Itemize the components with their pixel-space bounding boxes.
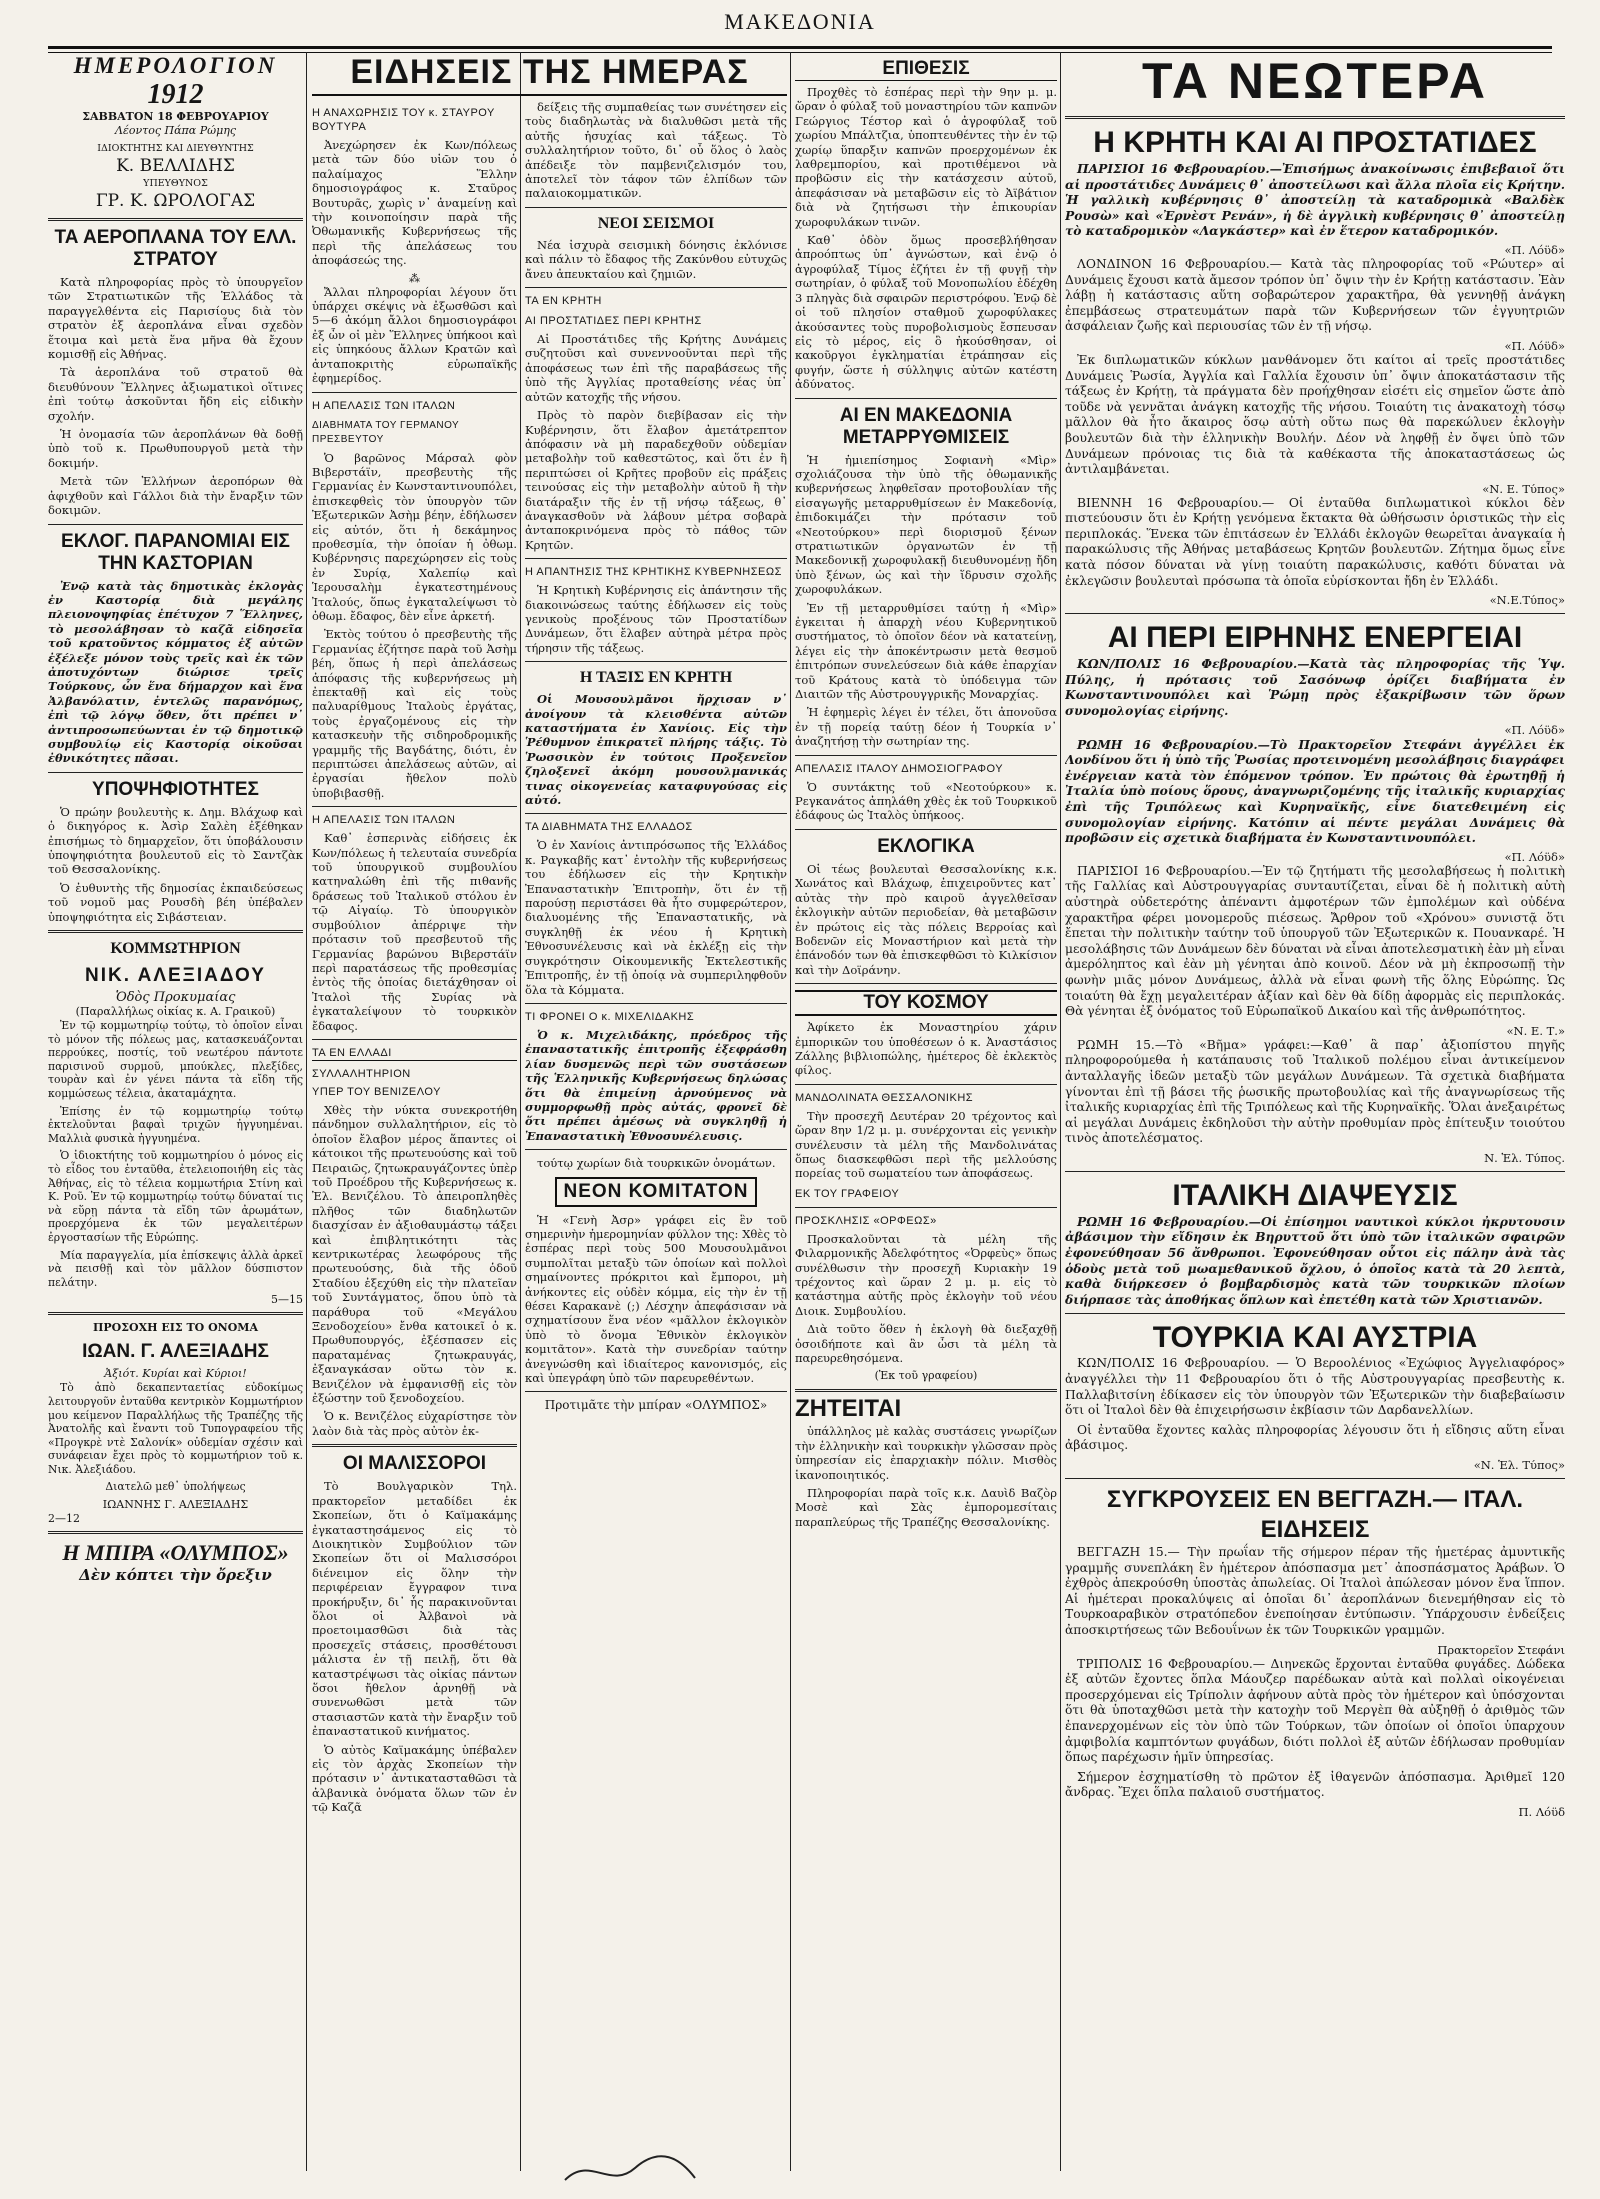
- divider: [795, 1084, 1057, 1085]
- ad-title-hairdresser: ΚΟΜΜΩΤΗΡΙΟΝ: [110, 940, 241, 958]
- paragraph: Διατελῶ μεθ᾽ ὑπολήψεως: [105, 1480, 246, 1494]
- paragraph: Πρὸς τὸ παρὸν διεβίβασαν εἰς τὴν Κυβέρνησιν, ὅτι ἔλαβον ἀμετάτρεπτον ἀπόφασιν νὰ μὴ παραδεχθοῦν οὐδεμίαν μεταβολὴν τοῦ καθεστῶτος, καὶ ὅτι ἐν ἣ περιπτώσει οἱ Κρῆτες προβοῦν εἰς πράξεις τεινούσας εἰς τὴν μεταβολὴν αὐτοῦ ἢ τὴν διατάραξιν τῆς ἐν τῇ νήσῳ τάξεως, θ᾽ ἀναγκασθοῦν νὰ λάβουν μέτρα σοβαρὰ ἀνταποκρινόμενα πρὸς τὸ πάθος τῶν Κρητῶν.: [525, 408, 787, 552]
- article-body: [525, 1028, 787, 1143]
- paragraph: Ἐκτὸς τούτου ὁ πρεσβευτὴς τῆς Γερμανίας ἐζήτησε παρὰ τοῦ Ἀσὴμ βέη, ὅπως ἡ περὶ ἀπελάσεως ἀπόφασις τῆς κυβερνήσεως μὴ ἐπεκταθῇ καὶ εἰς τοὺς παλυαρίθμους Ἰταλοὺς ἐργάτας, τοὺς ἐργαζομένους εἰς τὴν κατασκευὴν τῆς σιδηροδρομικῆς γραμμῆς τῆς Βαγδάτης, διότι, ἐν περιπτώσει ἀπελάσεως αὐτῶν, αἱ ἐργασίαι ἤθελον πολὺ ὑποβιβασθῇ.: [312, 627, 517, 800]
- paragraph: Ἐπίσης ἐν τῷ κομμωτηρίῳ τούτῳ ἐκτελοῦνται βαφαὶ τριχῶν ἠγγυημέναι. Μαλλιὰ φυσικὰ ἠγγυημένα.: [48, 1104, 303, 1145]
- subhead: ΠΡΟΣΚΛΗΣΙΣ «ΟΡΦΕΩΣ»: [795, 1214, 937, 1227]
- masthead: ΜΑΚΕΔΟΝΙΑ: [724, 9, 876, 34]
- ad-greeting: Ἀξιότ. Κυρίαι καὶ Κύριοι!: [104, 1367, 247, 1381]
- source-credit: Ν. Ἑλ. Τύπος.: [1484, 1150, 1565, 1165]
- paragraph: ΡΩΜΗ 15.—Τὸ «Βῆμα» γράφει:—Καθ᾽ ἃ παρ᾽ ἀξιοπίστου πηγῆς πληροφορούμεθα ἡ κατάπαυσις τοῦ Ἰταλικοῦ πολέμου εἶναι ἀντικείμενον ἀνταλλαγῆς ἰδεῶν μεταξὺ τῶν μεγάλων Δυνάμεων. Τὰ σχετικὰ διαβήματα γίνονται ἐπὶ τῇ βάσει τῆς ῥωσικῆς πρωτοβουλίας καὶ τῆς ἀναγνωρίσεως τῆς ἰταλικῆς κυριαρχίας ἐπὶ τῆς Τριπόλεως καὶ τῆς Κυρηναϊκῆς. Ὅλαι ἀνεξαιρέτως αἱ μεγάλαι Δυνάμεις ἐκδηλοῦσι τὴν αὐτὴν προθυμίαν πρὸς ἐπίτευξιν τοιούτου τινὸς ἀποτελέσματος.: [1065, 1037, 1565, 1146]
- paragraph: Τὰ ἀεροπλάνα τοῦ στρατοῦ θὰ διευθύνουν Ἕλληνες ἀξιωματικοὶ οἵτινες ἐπὶ τούτῳ ἀσκοῦνται ἤδη εἰς εἰδικὴν σχολήν.: [48, 365, 303, 423]
- calendar-date: ΣΑΒΒΑΤΟΝ 18 ΦΕΒΡΟΥΑΡΙΟΥ: [82, 110, 269, 123]
- paragraph: Ἀφίκετο ἐκ Μοναστηρίου χάριν ἐμπορικῶν του ὑποθέσεων ὁ κ. Ἀναστάσιος Ζάλλης βιβλιοπώλης, ἡμέτερος δὲ ἐκλεκτὸς φίλος.: [795, 1020, 1057, 1078]
- subhead: ΑΙ ΠΡΟΣΤΑΤΙΔΕΣ ΠΕΡΙ ΚΡΗΤΗΣ: [525, 315, 702, 328]
- headline-peace-efforts: ΑΙ ΠΕΡΙ ΕΙΡΗΝΗΣ ΕΝΕΡΓΕΙΑΙ: [1107, 621, 1523, 655]
- paragraph: Ἐνῷ κατὰ τὰς δημοτικὰς ἐκλογὰς ἐν Καστορίᾳ διὰ μεγάλης πλειονοψηφίας ἐπέτυχον 7 Ἕλληνες, τὸ μεσολάβησαν τὸ καζᾶ εἰδησεῖα τοῦ κρατοῦντος κόμματος ἐξ αὐτῶν ἐξέλεξε μόνον τοὺς τρεῖς καὶ ἐκ τῶν ἀποτυχόντων διώρισε τρεῖς Τούρκους, ὧν ἕνα δήμαρχον καὶ ἕνα Ἀλβανόλατιν, ἐντελῶς παρανόμως, ἐπὶ τῷ λόγῳ ὅθεν, ὅτι πρέπει ν᾽ ἀντιπροσωπεύωνται ἐν τῷ δημοτικῷ συμβουλίῳ εἰς Καστορίᾳ οἰκοῦσαι ἐθνικότητες πᾶσαι.: [48, 578, 303, 766]
- divider: [1065, 1313, 1565, 1314]
- paragraph: Σήμερον ἐσχηματίσθη τὸ πρῶτον ἐξ ἰθαγενῶν ἀπόσπασμα. Ἀριθμεῖ 120 ἄνδρας. Ἔχει ὅπλα παλαιοῦ συστήματος.: [1065, 1769, 1565, 1800]
- source-credit: «Π. Λόϋδ»: [1504, 849, 1565, 864]
- beer-ad-title: Η ΜΠΙΡΑ «ΟΛΥΜΠΟΣ»: [62, 1540, 289, 1566]
- paragraph: Ἐν τῇ μεταρρυθμίσει ταύτῃ ἡ «Μὶρ» ἐγκειται ἡ ἀπαρχὴ νέου Κυβερνητικοῦ συστήματος, τὸ ὁποῖον δέον νὰ κατατείνῃ, λέγει εἰς τὴν ἀποκέντρωσιν μετὰ θεσμοῦ ἐπιτρόπων συνελεύσεων διὰ κάθε ἐπαρχίαν τοῦ Κράτους κατὰ τὸ ὑπόδειγμα τῶν Διαιτῶν τῆς Αὐστρουγγρικῆς Μοναρχίας.: [795, 600, 1057, 702]
- divider: [1065, 613, 1565, 614]
- paragraph: Ἡ ἡμιεπίσημος Σοφιανὴ «Μὶρ» σχολιάζουσα τὴν ὑπὸ τῆς ὀθωμανικῆς κυβερνήσεως ληφθεῖσαν προτοβουλίαν τῆς εἰσαγωγῆς μεταρρυθμίσεων ἐν Μακεδονίᾳ, ἐπιδοκιμάζει τὴν πρότασιν τοῦ «Νεοτούρκου» περὶ διορισμοῦ ξένων στρατιωτικῶν ὀργανωτῶν ἐν τῇ Μακεδονικῇ χωροφυλακῇ διευθυνομένῃ ἤδη ὑπὸ ξένων, ὡς καὶ τὴν ἵδρυσιν σχολῆς χωροφυλάκων.: [795, 452, 1057, 597]
- subhead: ΕΚ ΤΟΥ ΓΡΑΦΕΙΟΥ: [795, 1187, 900, 1200]
- paragraph: ΤΡΙΠΟΛΙΣ 16 Φεβρουαρίου.— Διηνεκῶς ἔρχονται ἐνταῦθα φυγάδες. Δώδεκα ἐξ αὐτῶν ἔχοντες ὅπλα Μάουζερ παρέδωκαν αὐτὰ καὶ πολλαὶ οἰκογένειαι προσερχόμεναι εἰς Τρίπολιν ἀφήνουν αὐτὰ πρὸς τὸν ἡμέτερον καὶ ὑπόσχονται ὅτι θὰ ὑποταχθῶσι μετὰ τὴν κατοχὴν τοῦ Μεργὲπ θὰ αὐξηθῇ ὁ ἀριθμὸς τῶν ἐπανερχομένων εἰς τὸν ὑπὸ τῶν Τούρκων, τῶν ὁποίων οἱ ὁποῖοι ὑπαρχουν ἀμφιβολία καμπτόντων φυγάδων, διότι πολλοὶ ἐξ αὐτῶν ἐδήλωσαν προθυμίαν ὅπως παρέχωσιν ἡμῖν ὑπηρεσίας.: [1065, 1656, 1565, 1765]
- divider: [48, 1312, 303, 1315]
- headline-new-committee: ΝΕΟΝ ΚΟΜΙΤΑΤΟΝ: [555, 1177, 756, 1207]
- paragraph: Μία παραγγελία, μία ἐπίσκεψις ἀλλὰ ἀρκεῖ νὰ πεισθῇ καὶ τὸν μᾶλλον δύσπιστον πελάτην.: [48, 1248, 303, 1289]
- paragraph: Ὁ αὐτὸς Καϊμακάμης ὑπέβαλεν εἰς τὸν ἀρχὰς Σκοπείων τὴν πρότασιν ν᾽ ἀντικατασταθῶσι τὰ ἀλβανικὰ ὀνόματα ὅλων τῶν ἐν τῷ Καζᾶ: [312, 1742, 517, 1815]
- calendar-year: 1912: [147, 79, 204, 110]
- subhead: ΤΙ ΦΡΟΝΕΙ Ο κ. ΜΙΧΕΛΙΔΑΚΗΣ: [525, 1010, 695, 1023]
- divider: [312, 1444, 517, 1447]
- owner-label: ΙΔΙΟΚΤΗΤΗΣ ΚΑΙ ΔΙΕΥΘΥΝΤΗΣ: [97, 143, 254, 154]
- divider: [1065, 1171, 1565, 1172]
- subhead: Η ΑΠΕΛΑΣΙΣ ΤΩΝ ΙΤΑΛΩΝ: [312, 399, 456, 412]
- source-credit: «Ν. Ἑλ. Τύπος»: [1473, 1458, 1565, 1472]
- paragraph: Προσκαλοῦνται τὰ μέλη τῆς Φιλαρμονικῆς Ἀδελφότητος «Ὀρφεὺς» ὅπως συνέλθωσιν τὴν προσεχῆ Κυριακὴν 19 τρέχοντος καὶ ὥραν 2 μ. μ. εἰς τὸ κατάστημα αὐτῆς πρὸς ἐκλογὴν τοῦ νέου Διοικ. Συμβουλίου.: [795, 1231, 1057, 1318]
- divider: [48, 218, 303, 221]
- editor-label: ΥΠΕΥΘΥΝΟΣ: [143, 178, 208, 189]
- paragraph: Ἡ Κρητικὴ Κυβέρνησις εἰς ἀπάντησιν τῆς διακοινώσεως ταύτης ἐδήλωσεν εἰς τοὺς γενικοὺς προξένους τῶν Προστατίδων Δυνάμεων, ὅτι ἔλαβεν αὐτηρὰ μέτρα πρὸς τήρησιν τῆς τάξεως.: [525, 583, 787, 655]
- ad-name-hairdresser: ΝΙΚ. ΑΛΕΞΙΑΔΟΥ: [85, 965, 266, 987]
- paragraph: ΡΩΜΗ 16 Φεβρουαρίου.—Οἱ ἐπίσημοι ναυτικοὶ κύκλοι ἠκρυτουσιν ἀβάσιμον τὴν εἴδησιν ἐκ Βηρυττοῦ ὅτι ὑπὸ τῶν ἰταλικῶν σφαιρῶν ἐφονεύθησαν 56 ἄνθρωποι. Ἐφονεύθησαν οὗτοι εἰς πάλην ἀνὰ τὰς ὁδοὺς μετὰ τοῦ μωαμεθανικοῦ ὄχλου, ὁ ὁποῖος κατὰ τὰ 20 λεπτὰ, καθὰ διήρκεσεν ὁ βομβαρδισμὸς κατὰ τῶν τουρκικῶν πλοίων διήρπασε τὰς ἀποθήκας ὅπλων καὶ ἐπετέθη κατὰ τῶν Χριστιανῶν.: [1065, 1213, 1565, 1307]
- paragraph: Ἡ «Γενὴ Ἀσρ» γράφει εἰς ἓν τοῦ σημερινὴν ἡμερομηνίαν φύλλον της: Χθὲς τὸ ἑσπέρας περὶ τοὺς 500 Μουσουλμᾶνοι συμπολῖται μεταξὺ τῶν ὁποίων καὶ πολλοὶ σημαίνοντες πρόκριτοι καὶ ἔμποροι, μὴ ἀνήκοντες εἰς οὐδὲν κόμμα, εἰς τὴν ἐν τῇ θέσει Καρακανὲ (;) Λέσχην ἀπεφάσισαν νὰ σχηματίσουν ἕνα νέον «μᾶλλον ἐκλογικὸν ὑπὸ τὸ ὄνομα Ἐθνικὸν ἐκλογικὸν κομιτᾶτον». Κατὰ τὴν συνεδρίαν ταύτην ἀνεγνώσθη καὶ ἰδιαίτερος κανονισμός, εἰς καὶ ὑπεγράφη ὑπὸ τῶν παρευρεθέντων.: [525, 1212, 787, 1386]
- article-body: [1065, 656, 1565, 718]
- paragraph: ΛΟΝΔΙΝΟΝ 16 Φεβρουαρίου.— Κατὰ τὰς πληροφορίας τοῦ «Ρώυτερ» αἱ Δυνάμεις ἔχουσι κατὰ ἄμεσον τρόπον ὑπ᾽ ὄψιν τὴν ἐν Κρήτῃ κατάστασιν. Ἐὰν λάβῃ ἡ κατάστασις αὕτη σοβαρώτερον χαρακτῆρα, θὰ γεννηθῇ ἀνάγκη ἐπεμβάσεως στρατευμάτων παρὰ τῶν Κυβερνήσεων τῶν ἐγγυητριῶν ἀσφάλειαν ζωῆς καὶ περιουσίας τῶν ἐν τῇ νήσῳ.: [1065, 256, 1565, 334]
- source-credit: «Ν.Ε.Τύπος»: [1489, 593, 1565, 608]
- paragraph: Τὴν προσεχῆ Δευτέραν 20 τρέχοντος καὶ ὥραν 8ην 1/2 μ. μ. συνέρχονται εἰς γενικὴν συνέλευσιν τὰ μέλη τῆς Μανδολινάτας ὅπως διασκεφθῶσι περὶ τῆς μελλούσης πορείας τοῦ σωματείου των ἀποφάσεως.: [795, 1108, 1057, 1181]
- divider: [48, 930, 303, 933]
- source-credit: «Ν. Ε. Τ.»: [1506, 1023, 1565, 1038]
- divider: [525, 661, 787, 662]
- banner-spacer: [525, 52, 787, 100]
- headline-order-crete: Η ΤΑΞΙΣ ΕΝ ΚΡΗΤΗ: [579, 669, 733, 687]
- subhead: ΜΑΝΔΟΛΙΝΑΤΑ ΘΕΣΣΑΛΟΝΙΚΗΣ: [795, 1091, 974, 1104]
- paragraph: ΡΩΜΗ 16 Φεβρουαρίου.—Τὸ Πρακτορεῖον Στεφάνι ἀγγέλλει ἐκ Λονδίνου ὅτι ἡ ὑπὸ τῆς Ῥωσίας προτεινομένη μεσολάβησις διαγράφει ἐνέργειαν κατὰ τὸν ἑπόμενον τρόπον. Ἐν πρώτοις θὰ ἐρωτηθῇ ἡ Ἰταλία ὑπὸ ποίους ὅρους, ἀναγνωριζομένης τῆς ἰταλικῆς κυριαρχίας ἐπὶ τῆς Τριπόλεως καὶ Κυρηναϊκῆς, εἶνε διατεθειμένη εἰς συνομολογίαν εἰρήνης. Κατόπιν αἱ πέντε μεγάλαι Δυνάμεις θὰ προβῶσιν εἰς σχετικὰ διαβήματα ἐν Κωνσταντινουπόλει.: [1065, 736, 1565, 846]
- divider: [1065, 1478, 1565, 1479]
- divider: [795, 398, 1057, 399]
- divider: [312, 392, 517, 393]
- paragraph: ΚΩΝ/ΠΟΛΙΣ 16 Φεβρουαρίου.—Κατὰ τὰς πληροφορίας τῆς Ὑψ. Πύλης, ἡ πρότασις τοῦ Σασόνωφ ὁρίζει διαβήματα ἐν Κωνσταντινουπόλει καὶ Ῥώμῃ πρὸς ἐξακρίβωσιν τῶν ὅρων συνομολογίας εἰρήνης.: [1065, 656, 1565, 719]
- source-credit: «Ν. Ε. Τύπος»: [1482, 481, 1565, 496]
- paragraph: Ἄλλαι πληροφορίαι λέγουν ὅτι ὑπάρχει σκέψις νὰ ἐξωσθῶσι καὶ 5—6 ἀκόμη ἄλλοι δημοσιογράφοι ἐξ ὧν οἱ μὲν Ἕλληνες ὑπήκοοι καὶ εἰς ὑπηκόους ἄλλων Κρατῶν καὶ ἀνταποκριτὴς εὐρωπαϊκῆς ἐφημερίδος.: [312, 284, 517, 386]
- paragraph: Ἀνεχώρησεν ἐκ Κων/πόλεως μετὰ τῶν δύο υἱῶν του ὁ παλαίμαχος Ἕλλην δημοσιογράφος κ. Σταῦρος Βουτυρᾶς, χωρὶς ν᾽ ἀναμείνῃ καὶ τὴν κοινοποίησιν παρὰ τῆς Ὀθωμανικῆς Κυβερνήσεως τῆς περὶ τῆς ἀπελάσεως του ἀποφάσεώς της.: [312, 138, 517, 268]
- headline-latest-news: ΤΑ ΝΕΩΤΕΡΑ: [1141, 53, 1488, 109]
- asterism: ⁂: [409, 271, 420, 285]
- paragraph: ΒΕΓΓΑΖΗ 15.— Τὴν πρωΐαν τῆς σήμερον πέραν τῆς ἡμετέρας ἀμυντικῆς γραμμῆς συνεπλάκη ἓν ἡμέτερον ἀπόσπασμα μετ᾽ ἀποσπάσματος Ἀράβων. Ὁ ἐχθρὸς ἀπεκρούσθη ὑποστὰς ἀπωλείας. Οἱ Ἰταλοὶ ἀπώλεσαν μόνον ἕνα ἵππον. Αἱ ἡμέτεραι προκαλύψεις αἱ ὁποῖαι δι᾽ ἀεροπλάνων διενεμήθησαν εἰς τὸ Τουρκοαραβικὸν στρατόπεδον ἐνεποίησαν ἐντύπωσιν. Ὑπάρχουσιν ἐνδείξεις ἀποσκιρτήσεως τῶν Βεδουΐνων ἐκ τῶν Τουρκικῶν γραμμῶν.: [1065, 1545, 1565, 1637]
- paragraph: ΚΩΝ/ΠΟΛΙΣ 16 Φεβρουαρίου. — Ὁ Βεροολένιος «Ἐχώφιος Ἀγγελιαφόρος» ἀναγγέλλει τὴν 11 Φεβρουαρίου ὅτι ὁ τῆς Αὐστρουγγαρίας πρεσβευτὴς κ. Παλλαβιτσίνη ἐδίκασεν εἰς τὸν ὑπουργὸν τῶν Ἐξωτερικῶν τὴν διαβεβαίωσιν ὅτι οἱ Ἰταλοὶ δὲν θὰ ἐπιχειρήσωσιν ἐκβίασιν τῶν Δαρδανελλίων.: [1065, 1356, 1565, 1418]
- paragraph: Τὸ ἀπὸ δεκαπενταετίας εὐδοκίμως λειτουργοῦν ἐνταῦθα κεντρικὸν Κομμωτήριον μου κείμενον Παραλλήλως τῆς Τραπέζης τῆς Ἀνατολῆς καὶ ἔναντι τοῦ Τυπογραφείου τῆς «Προγκρὲ ντὲ Σαλονίκ» οὐδεμίαν σχέσιν καὶ συνάφειαν ἔχει πρὸς τὸ κομμωτήριον τοῦ κ. Νικ. Ἀλεξιάδου.: [48, 1381, 303, 1476]
- subhead: Η ΑΠΕΛΑΣΙΣ ΤΩΝ ΙΤΑΛΩΝ: [312, 814, 456, 827]
- owner-name: Κ. ΒΕΛΛΙΔΗΣ: [116, 156, 235, 176]
- paragraph: Ὁ πρώην βουλευτὴς κ. Δημ. Βλάχωφ καὶ ὁ δικηγόρος κ. Ἀσὶρ Σαλὲη ἐξέθηκαν ἐπισήμως τὸ δημαρχεῖον, ὅτι ὑποβάλουσιν ὑποψηφιότητα βουλευτοῦ εἰς τὸ Σαντζὰκ τοῦ Θεσσαλονίκης.: [48, 804, 303, 877]
- source-credit: «Π. Λόϋδ»: [1504, 338, 1565, 353]
- divider: [525, 1391, 787, 1392]
- paragraph: Ὁ βαρῶνος Μάρσαλ φὸν Βιβερστάϊν, πρεσβευτὴς τῆς Γερμανίας ἐν Κωνσταντινουπόλει, ἐπισκεφθεὶς τὸν ὑπουργὸν τῶν Ἐξωτερικῶν Ἀσὴμ βέην, ἐδήλωσεν εἰς αὐτόν, ὅτι ἡ δεκάμηνος προθεσμία, τὴν ὁποίαν ἡ ὀθωμ. Κυβέρνησις παρεχώρησεν εἰς τοὺς ἐν Συρίᾳ, Χαλεπίῳ καὶ Ἱερουσαλὴμ ἐγκατεστημένους Ἰταλούς, ὅπως ἐγκαταλείψωσι τὸ ὀθωμ. ἔδαφος, δὲν εἶνε ἀρκετή.: [312, 450, 517, 623]
- paragraph: Ὁ κ. Βενιζέλος εὐχαρίστησε τὸν λαὸν διὰ τὰς πρὸς αὐτὸν ἐκ-: [312, 1409, 517, 1438]
- column-1: [48, 52, 303, 2172]
- subhead: ΔΙΑΒΗΜΑΤΑ ΤΟΥ ΓΕΡΜΑΝΟΥ ΠΡΕΣΒΕΥΤΟΥ: [312, 419, 460, 445]
- divider: [795, 983, 1057, 984]
- paragraph: ΠΑΡΙΣΙΟΙ 16 Φεβρουαρίου.—Ἐπισήμως ἀνακοίνωσις ἐπιβεβαιοῖ ὅτι αἱ προστάτιδες Δυνάμεις θ᾽ ἀποστείλωσι καὶ ἄλλα πλοῖα εἰς Κρήτην. Ἡ γαλλικὴ κυβέρνησις θ᾽ ἀποστείλῃ τὰ καταδρομικὰ «Βαλδὲκ Ρουσὼ» καὶ «Ἐρνὲστ Ρενάν», ἡ δὲ ἀγγλικὴ κυβέρνησις θ᾽ ἀποστείλῃ τὸ καταδρομικὸν «Λαγκάστερ» καὶ ἐν ἕτερον καταδρομικόν.: [1065, 161, 1565, 239]
- source-credit: «Π. Λόϋδ»: [1504, 722, 1565, 737]
- paragraph: ΠΑΡΙΣΙΟΙ 16 Φεβρουαρίου.—Ἐν τῷ ζητήματι τῆς μεσολαβήσεως ἡ πολιτικὴ τῆς Γαλλίας καὶ Αὐστρουγγαρίας συνταυτίζεται, εἶναι δὲ ἡ πολιτικὴ αὐτὴ αὐστηρὰ οὐδετερότης ἀπέναντι ἀμφοτέρων τῶν ἐμπολέμων καὶ οὐδένα χαρακτῆρα φέρει μονομεροῦς πιέσεως. Ἄρθρον τοῦ «Χρόνου» συνιστᾷ ὅτι ἔπεται τὴν πολιτικὴν ταύτην τοῦ ὑπουργοῦ τῶν Ἐξωτερικῶν κ. Πουανκαρέ. Ἡ μεσολάβησις τῶν Δυνάμεων δὲν δύναται νὰ εἶναι ἀποτελεσματικὴ ἐὰν μὴ εἶναι ἀμερόληπτος καὶ ἐὰν μὴ γένηται ἀπὸ κοινοῦ. Δέον νὰ μὴ ἐκπροσωπῇ τὴν φωνὴν μιᾶς μόνον Δυνάμεως, ἀλλὰ νὰ εἶναι φωνὴ τῆς ὅλης Εὐρώπης. Ὡς τοιαύτη θὰ ἔχῃ μεγαλειτέραν ἀξίαν καὶ δὲν θὰ δίδῃ ἀφορμὰς εἰς περιπλοκάς. Θὰ γένηται ἐξ ὀνόματος τοῦ Εὐρωπαϊκοῦ Δικαίου καὶ τῆς ἀνθρωπότητος.: [1065, 863, 1565, 1019]
- paragraph: Ὁ κ. Μιχελιδάκης, πρόεδρος τῆς ἐπαναστατικῆς ἐπιτροπῆς ἐξεφράσθη λίαν δυσμενῶς περὶ τῶν συστάσεων τῆς Ἑλληνικῆς Κυβερνήσεως δηλώσας ὅτι θὰ ἐπιμείνῃ ἀρνούμενος νὰ συμμορφωθῇ πρὸς αὐτάς, φρονεῖ δὲ ὅτι πρέπει ἀμέσως νὰ συγκληθῇ ἡ Ἐπαναστατικὴ Ἐθνοσυνέλευσις.: [525, 1027, 787, 1143]
- source-credit: Π. Λόϋδ: [1518, 1804, 1565, 1819]
- column-2-body: [312, 100, 517, 2170]
- subhead: Η ΑΠΑΝΤΗΣΙΣ ΤΗΣ ΚΡΗΤΙΚΗΣ ΚΥΒΕΡΝΗΣΕΩΣ: [525, 566, 782, 579]
- divider: [312, 806, 517, 807]
- beer-footer: Προτιμᾶτε τὴν μπίραν «ΟΛΥΜΠΟΣ»: [544, 1398, 768, 1413]
- headline-elections: ΕΚΛΟΓΙΚΑ: [877, 835, 975, 857]
- paragraph: Ὁ ἐν Χανίοις ἀντιπρόσωπος τῆς Ἑλλάδος κ. Ραγκαβῆς κατ᾽ ἐντολὴν τῆς κυβερνήσεως του ἐδήλωσεν εἰς τὴν Κρητικὴν Ἐπαναστατικὴν Ἐπιτροπὴν, ὅτι ἐν τῇ παρούσῃ περιστάσει θὰ ἦτο συμφερώτερον, διαλυομένης τῆς Ἐπαναστατικῆς, νὰ συγκληθῇ ἐκ νέου ἡ Κρητικὴ Ἐθνοσυνέλευσις καὶ νὰ ἐκλέξῃ εἰς τὴν συγκρότησιν Οἰκουμενικῆς Ἐκτελεστικῆς Ἐπιτροπῆς, ἐν τῇ ὁποίᾳ νὰ συμπεριληφθοῦν ὅλα τὰ Κόμματα.: [525, 838, 787, 997]
- paragraph: ὑπάλληλος μὲ καλὰς συστάσεις γνωρίζων τὴν ἑλληνικὴν καὶ τουρκικὴν γλῶσσαν πρὸς ὑπηρεσίαν εἰς ἐπαρχιακὴν πόλιν. Μισθὸς ἱκανοποιητικός.: [795, 1424, 1057, 1482]
- paragraph: Ὁ συντάκτης τοῦ «Νεοτούρκου» κ. Ρεγκανάτος ἀπηλάθη χθὲς ἐκ τοῦ Τουρκικοῦ ἐδάφους ὡς Ἰταλὸς ὑπήκοος.: [795, 779, 1057, 823]
- divider: [48, 772, 303, 773]
- paragraph: Ἡ ὀνομασία τῶν ἀεροπλάνων θὰ δοθῇ ὑπὸ τοῦ κ. Πρωθυπουργοῦ μετὰ τὴν δοκιμήν.: [48, 427, 303, 470]
- subhead: Η ΑΝΑΧΩΡΗΣΙΣ ΤΟΥ κ. ΣΤΑΥΡΟΥ ΒΟΥΤΥΡΑ: [312, 107, 495, 133]
- headline-crete-protectors: Η ΚΡΗΤΗ ΚΑΙ ΑΙ ΠΡΟΣΤΑΤΙΔΕΣ: [1093, 126, 1537, 159]
- headline-aeroplanes: ΤΑ ΑΕΡΟΠΛΑΝΑ ΤΟΥ ΕΛΛ. ΣΤΡΑΤΟΥ: [54, 227, 297, 270]
- headline-turkey-austria: ΤΟΥΡΚΙΑ ΚΑΙ ΑΥΣΤΡΙΑ: [1152, 1321, 1478, 1355]
- paragraph: Χθὲς τὴν νύκτα συνεκροτήθη πάνδημον συλλαλητήριον, εἰς τὸ ὁποῖον ἔλαβον μέρος ἅπαντες οἱ κάτοικοι τῆς πρωτευούσης καὶ τοῦ Πειραιῶς, ζητωκραυγάζοντες ὑπὲρ τοῦ Προέδρου τῆς Κυβερνήσεως κ. Ἐλ. Βενιζέλου. Τὸ ἀπειροπληθὲς πλῆθος τῶν διαδηλωτῶν διασχίσαν ἐν ἀξιοθαυμάστῳ τάξει καὶ ἐπιβλητικότητι τὰς κεντρικωτέρας λεωφόρους τῆς πρωτευούσης, διὰ τῆς ὁδοῦ Σταδίου ἐξεχύθη εἰς τὴν πλατεῖαν τοῦ Συντάγματος, ὅπου ὑπὸ τὰ παράθυρα τοῦ «Μεγάλου Ξενοδοχείου» ἔνθα κατοικεῖ ὁ κ. Πρωθυπουργός, ἐξέσπασεν εἰς παραταμένας ζητωκραυγάς, ἐξαναγκάσαν οὕτω τὸν κ. Βενιζέλον νὰ ἐμφανισθῇ εἰς τὸν ἐξώστην τοῦ ξενοδοχείου.: [312, 1102, 517, 1406]
- paragraph: Ὁ ἐυθυντὴς τῆς δημοσίας ἐκπαιδεύσεως τοῦ νομοῦ μας Ρουσδὴ βέη ὑπέβαλεν ὑποψηφιότητα εἰς Σιβάστειαν.: [48, 880, 303, 924]
- headline-candidacies: ΥΠΟΨΗΦΙΟΤΗΤΕΣ: [92, 778, 259, 800]
- ad-address-note: (Παραλλήλως οἰκίας κ. Α. Γραικοῦ): [75, 1005, 276, 1019]
- paragraph: Νέα ἰσχυρὰ σεισμικὴ δόνησις ἐκλόνισε καὶ πάλιν τὸ ἔδαφος τῆς Ζακύνθου εὐτυχῶς ἄνευ ἀπευκταίου καὶ ζημιῶν.: [525, 237, 787, 281]
- news-banner-title: ΕΙΔΗΣΕΙΣ ΤΗΣ ΗΜΕΡΑΣ: [350, 53, 749, 91]
- column-divider: [306, 52, 307, 2171]
- subhead: ΤΑ ΕΝ ΚΡΗΤΗ: [525, 295, 602, 308]
- calendar-title: ΗΜΕΡΟΛΟΓΙΟΝ: [73, 53, 278, 78]
- article-body: [48, 579, 303, 766]
- paragraph: δείξεις τῆς συμπαθείας των συνέτησεν εἰς τοὺς διαδηλωτὰς νὰ διαλυθῶσι μετὰ τῆς αὐτῆς ἡσυχίας καὶ τάξεως. Τὸ συλλαλητήριον τοῦτο, δι᾽ οὗ ὅλος ὁ λαὸς ἀπέδειξε τὸν παμβενιζελισμόν του, ἀποτελεῖ τὸν τάφον τῶν ἐλπίδων τῶν παλαιοκομματικῶν.: [525, 100, 787, 201]
- source-note: (Ἐκ τοῦ γραφείου): [874, 1369, 978, 1383]
- article-body: [525, 692, 787, 807]
- headline-new-committee-box: [525, 1177, 787, 1207]
- paragraph: Ὁ ἰδιοκτήτης τοῦ κομμωτηρίου ὁ μόνος εἰς τὸ εἶδος του ἐνταῦθα, ἐτελειοποιήθη εἰς τὰς Ἀθήνας, εἰς τὸ τέλεια κομμωτήρια Στίνη καὶ Κ. Ροῦ. Ἐν τῷ κομμωτηρίῳ τούτῳ δύναταί τις νὰ εὕρῃ πάντα τὰ εἴδη τῶν ἀρωμάτων, προερχόμενα ἐκ τῶν μεγαλειτέρων ἐργοστασίων τῆς Εὐρώπης.: [48, 1149, 303, 1244]
- subhead: ΣΥΛΛΑΛΗΤΗΡΙΟΝ: [312, 1067, 411, 1080]
- divider: [795, 755, 1057, 756]
- divider: [795, 1207, 1057, 1208]
- source-credit: «Π. Λόϋδ»: [1504, 242, 1565, 257]
- paragraph: Οἱ Μουσουλμᾶνοι ἤρχισαν ν᾽ ἀνοίγουν τὰ κλεισθέντα αὐτῶν καταστήματα ἐν Χανίοις. Εἰς τὴν Ῥέθυμνον ἐπικρατεῖ πλήρης τάξις. Τὸ Ῥωσσικὸν ἐν τούτοις Προξενεῖον ζηλοξενεῖ ἀκόμη μουσουλμανικάς τινας οἰκογενείας καταφυγούσας εἰς αὐτό.: [525, 692, 787, 808]
- divider: [525, 558, 787, 559]
- paragraph: Προχθὲς τὸ ἑσπέρας περὶ τὴν 9ην μ. μ. ὥραν ὁ φύλαξ τοῦ μοναστηρίου τῶν καπνῶν Γεώργιος Τέστορ καὶ ὁ ἀγροφύλαξ τοῦ χωρίου Μπάλτζια, ὑποπτευθέντες τὴν ἐν τῷ χωρίῳ ὕπαρξιν καπνῶν προερχομένων ἐκ λαθρεμπορίου, καὶ προτιθέμενοι νὰ προβῶσιν εἰς τὴν κατάσχεσιν αὐτοῦ, ἀπεφάσισαν νὰ μεταβῶσιν εἰς τὸ Ἀϊβάτιον διὰ νὰ ζητήσωσι τὴν ἐπικουρίαν χωροφυλάκων τινῶν.: [795, 85, 1057, 229]
- ad-address: Ὁδὸς Προκυμαίας: [115, 990, 236, 1006]
- paragraph: Πληροφορίαι παρὰ τοῖς κ.κ. Δαυὶδ Βαζὸρ Μοσὲ καὶ Σὰς ἐμπορομεσίταις παραπλεύρως τῆς Τραπέζης Θεσσαλονίκης.: [795, 1486, 1057, 1529]
- divider: [795, 1389, 1057, 1392]
- article-body: [1065, 161, 1565, 239]
- subhead: ΤΑ ΕΝ ΕΛΛΑΔΙ: [312, 1046, 517, 1061]
- divider: [312, 1039, 517, 1040]
- paragraph: Διὰ τοῦτο ὅθεν ἡ ἐκλογὴ θὰ διεξαχθῇ ὁσοιδήποτε καὶ ἂν ὦσι τὰ μέλη τὰ παρευρεθησόμενα.: [795, 1322, 1057, 1366]
- ad-number: 5—15: [271, 1293, 303, 1307]
- source-credit: Πρακτορεῖον Στεφάνι: [1437, 1642, 1565, 1657]
- paragraph: Ἡ ἐφημερὶς λέγει ἐν τέλει, ὅτι ἀπονοῦσα ἐν τῇ πορείᾳ ταύτῃ δέον ἡ Τουρκία ν᾽ ἀναζητήσῃ τὴν σωτηρίαν της.: [795, 705, 1057, 749]
- divider: [48, 1531, 303, 1534]
- ad-name-alexiadis: ΙΩΑΝ. Γ. ΑΛΕΞΙΑΔΗΣ: [82, 1341, 269, 1363]
- ad-body: [48, 1381, 303, 1494]
- column-divider: [520, 52, 521, 2171]
- headline-attack: ΕΠΙΘΕΣΙΣ: [795, 58, 1057, 81]
- decorative-flourish: [560, 2150, 700, 2190]
- column-divider: [1060, 52, 1061, 2171]
- article-body: [1065, 737, 1565, 846]
- ad-attention-title: ΠΡΟΣΟΧΗ ΕΙΣ ΤΟ ΟΝΟΜΑ: [92, 1321, 259, 1335]
- headline-italian-denial: ΙΤΑΛΙΚΗ ΔΙΑΨΕΥΣΙΣ: [1172, 1178, 1458, 1212]
- headline-wanted: ΖΗΤΕΙΤΑΙ: [795, 1395, 902, 1423]
- paragraph: Οἱ ἐνταῦθα ἔχοντες καλὰς πληροφορίας λέγουσιν ὅτι ἡ εἴδησις αὕτη εἶναι ἀβάσιμος.: [1065, 1422, 1565, 1453]
- article-body: [1065, 1214, 1565, 1308]
- ad-number: 2—12: [48, 1512, 80, 1526]
- ad-signature: ΙΩΑΝΝΗΣ Γ. ΑΛΕΞΙΑΔΗΣ: [102, 1498, 249, 1512]
- paragraph: Οἱ τέως βουλευταὶ Θεσσαλονίκης κ.κ. Χωνάτος καὶ Βλάχωφ, ἐπιχειροῦντες κατ᾽ αὐτὰς τὴν πρὸ καιροῦ ἀγγελθεῖσαν ἐκλογικὴν αὐτῶν περιοδείαν, θὰ μεταβῶσιν ἐν πρώτοις εἰς τὰς πόλεις Βερροίας καὶ Βοδενῶν εἰς Μοναστήριον καὶ μετὰ τὴν ἐπάνοδόν των θὰ ἐπισκεφθῶσι τὸ Κιλκίσιον καὶ τὴν Δοϊράνην.: [795, 861, 1057, 977]
- paragraph: Ἐν τῷ κομμωτηρίῳ τούτῳ, τὸ ὁποῖον εἶναι τὸ μόνον τῆς πόλεως μας, κατασκευάζονται περρούκες, ποστίς, τοῦ νεωτέρου πάντοτε παρισινοῦ συρμοῦ, μπούκλες, πλεξίδες, τουρὰν καὶ ἐν γένει πάντα τὰ εἴδη τῆς κομμώσεως τέλεια, ἀκαταμάχητα.: [48, 1019, 303, 1100]
- subhead: ΑΠΕΛΑΣΙΣ ΙΤΑΛΟΥ ΔΗΜΟΣΙΟΓΡΑΦΟΥ: [795, 762, 1004, 775]
- divider: [525, 1149, 787, 1150]
- column-divider: [790, 52, 791, 2171]
- paragraph: Αἱ Προστάτιδες τῆς Κρήτης Δυνάμεις συζητοῦσι καὶ συνεννοοῦνται περὶ τῆς ἀποφάσεως των ἐπὶ τῆς παραβάσεως τῆς ὑπὸ τῆς Ἀγγλίας προταθείσης νέας ὑπ᾽ αὐτῶν κατοχῆς τῆς νήσου.: [525, 332, 787, 404]
- headline-benghazi-clashes: ΣΥΓΚΡΟΥΣΕΙΣ ΕΝ ΒΕΓΓΑΖΗ.— ΙΤΑΛ. ΕΙΔΗΣΕΙΣ: [1106, 1486, 1524, 1543]
- subhead: ΥΠΕΡ ΤΟΥ ΒΕΝΙΖΕΛΟΥ: [312, 1085, 441, 1098]
- paragraph: ΒΙΕΝΝΗ 16 Φεβρουαρίου.— Οἱ ἐνταῦθα διπλωματικοὶ κύκλοι δὲν πιστεύουσιν ὅτι ἐν Κρήτῃ γενόμενα ἔκτακτα θὰ ὡθήσωσιν ὁριστικῶς τὴν εἰς περιπλοκάς. Ἕνεκα τῶν ἐπιτάσεων ἐν Ἑλλάδι ἐκλογῶν θεωρεῖται ἀναγκαία ἡ παρακώλυσις τῆς Ἀθήνας μεταβάσεως Κρητῶν βουλευτῶν. Ζήτημα ὅμως εἶνε κατὰ πόσον δύναται νὰ γίνῃ τοιαύτη παρακώλυσις, καθότι δύναται νὰ ἐκλεγῶσιν βουλευταὶ πρόσωπα τὰ ὁποῖα εὑρίσκονται ἤδη ἐν Ἑλλάδι.: [1065, 495, 1565, 588]
- paragraph: Μετὰ τῶν Ἑλλήνων ἀεροπόρων θὰ ἀφιχθοῦν καὶ Γάλλοι διὰ τὴν ἔναρξιν τῶν δοκιμῶν.: [48, 474, 303, 518]
- divider: [1065, 116, 1565, 119]
- calendar-saint: Λέοντος Πάπα Ρώμης: [115, 124, 236, 137]
- headline-malissori: ΟΙ ΜΑΛΙΣΣΟΡΟΙ: [342, 1453, 487, 1475]
- subhead: ΤΑ ΔΙΑΒΗΜΑΤΑ ΤΗΣ ΕΛΛΑΔΟΣ: [525, 821, 693, 834]
- divider: [525, 207, 787, 208]
- headline-macedonia-reforms: ΑΙ ΕΝ ΜΑΚΕΔΟΝΙΑ ΜΕΤΑΡΡΥΘΜΙΣΕΙΣ: [839, 404, 1013, 448]
- beer-ad-slogan: Δὲν κόπτει τὴν ὄρεξιν: [79, 1566, 272, 1585]
- paragraph: Καθ᾽ ἐσπερινὰς εἰδήσεις ἐκ Κων/πόλεως ἡ τελευταία συνεδρία τοῦ ὑπουργικοῦ συμβουλίου κατηναλώθη ἐπὶ τῆς πιθανῆς δράσεως τοῦ Ἰταλικοῦ στόλου ἐν τῷ Αἰγαίῳ. Τὸ ὑπουργικὸν συμβούλιον ἀπέρριψε τὴν πρότασιν τοῦ πρεσβευτοῦ τῆς Γερμανίας βαρώνου Βιβερστάϊν περὶ παρατάσεως τῆς προθεσμίας ἐντὸς τῆς ὁποίας διετάχθησαν οἱ Ἰταλοὶ τῆς Συρίας νὰ ἐγκαταλείψουν τὸ τουρκικὸν ἔδαφος.: [312, 831, 517, 1033]
- paragraph: τούτῳ χωρίων διὰ τουρκικῶν ὀνομάτων.: [537, 1156, 776, 1171]
- divider: [525, 813, 787, 814]
- column-4: [795, 52, 1057, 2172]
- divider: [525, 287, 787, 288]
- ad-body: [48, 1019, 303, 1289]
- headline-earthquakes: ΝΕΟΙ ΣΕΙΣΜΟΙ: [597, 214, 715, 232]
- divider: [48, 524, 303, 525]
- paragraph: Καθ᾽ ὁδὸν ὅμως προσεβλήθησαν ἀπροόπτως ὑπ᾽ ἀγνώστων, καὶ ἐνῷ ὁ ἀγροφύλαξ Τίμος ἐζήτει ἐν τῇ φυγῇ τὴν σωτηρίαν, ὁ φύλαξ τοῦ Μονοπωλίου ἐδέχθη 3 πληγὰς διὰ σφαιρῶν περιστρόφου. Ἐνῷ δὲ οἱ τοῦ πλησίον σταθμοῦ χωροφύλακες ἀκούσαντες τοὺς πυροβολισμοὺς ἔσπευσαν εἰς τὸ μέρος, εἰς ὃ ἠκούσθησαν, οἱ κακοῦργοι ἐγκληματίαι ἐτράπησαν εἰς φυγήν, ὥστε ἡ σύλληψις αὐτῶν κατέστη ἀδύνατος.: [795, 233, 1057, 392]
- headline-society: ΤΟΥ ΚΟΣΜΟΥ: [795, 990, 1057, 1016]
- column-3: [525, 52, 787, 2172]
- headline-kastoria: ΕΚΛΟΓ. ΠΑΡΑΝΟΜΙΑΙ ΕΙΣ ΤΗΝ ΚΑΣΤΟΡΙΑΝ: [61, 530, 290, 574]
- divider: [525, 1003, 787, 1004]
- column-5: [1065, 52, 1565, 2172]
- divider: [795, 829, 1057, 830]
- editor-name: ΓΡ. Κ. ΩΡΟΛΟΓΑΣ: [95, 191, 256, 211]
- paragraph: Ἐκ διπλωματικῶν κύκλων μανθάνομεν ὅτι καίτοι αἱ τρεῖς προστάτιδες Δυνάμεις Ῥωσία, Ἀγγλία καὶ Γαλλία ἔχουσιν ὑπ᾽ ὄψιν ἀποκατάστασιν τῆς τάξεως ἐν Κρήτῃ, τὰ πράγματα δὲν προήχθησαν εἰσέτι εἰς σημεῖον ὥστε ἀπὸ τοῦδε νὰ γεννᾶται ἀνάγκη κατοχῆς τῆς νήσου. Τοιαύτη τις ἀνακατοχὴ τόσῳ μᾶλλον θὰ ἦτο ἄκαιρος ὅσῳ αὐτὴ οὕτω πως θὰ παρεκώλυεν ἐκλογὴν βουλευτῶν διὰ τὴν ἑλληνικὴν Βουλήν. Δέον νὰ ληφθῇ ἐν ὄψει ὑπὸ τῶν Δυνάμεων πρόνοιας τις διὰ τὰ καθέκαστα τῆς ἀποκαταστάσεως ὡς ἀντιλαμβάνεται.: [1065, 352, 1565, 477]
- paragraph: Τὸ Βουλγαρικὸν Τηλ. πρακτορεῖον μεταδίδει ἐκ Σκοπείων, ὅτι ὁ Καϊμακάμης ἐγκαταστησάμενος εἰς τὸ Διοικητικὸν Συμβούλιον τῶν Σκοπείων ὅτι οἱ Μαλισσόροι διένειμον εἰς ὅλην τὴν περιφέρειαν ἔγγραφον τινα προκήρυξιν, δι᾽ ἧς παρακινοῦνται ὅλοι οἱ Ἀλβανοὶ νὰ προετοιμασθῶσι διὰ τὰς προσεχεῖς στάσεις, προσθέτουσι μάλιστα ἐν τῇ πειλῇ, ὅτι θὰ καταστρέψωσι τὰς οἰκίας πάντων ὅσοι ἤθελον ἀρνηθῇ νὰ συνενωθῶσι μετὰ τῶν στασιαστῶν κατὰ τὴν ἔναρξιν τοῦ ἐπαναστατικοῦ κινήματος.: [312, 1479, 517, 1739]
- paragraph: Κατὰ πληροφορίας πρὸς τὸ ὑπουργεῖον τῶν Στρατιωτικῶν τῆς Ἑλλάδος τὰ παραγγελθέντα εἰς Παρισίους διὰ τὸν στρατὸν ἐξ ἀεροπλάνα εἶναι σχεδὸν ἕτοιμα καὶ μετὰ ἕνα μῆνα θὰ ἔχουν κομισθῇ εἰς Ἀθήνας.: [48, 275, 303, 362]
